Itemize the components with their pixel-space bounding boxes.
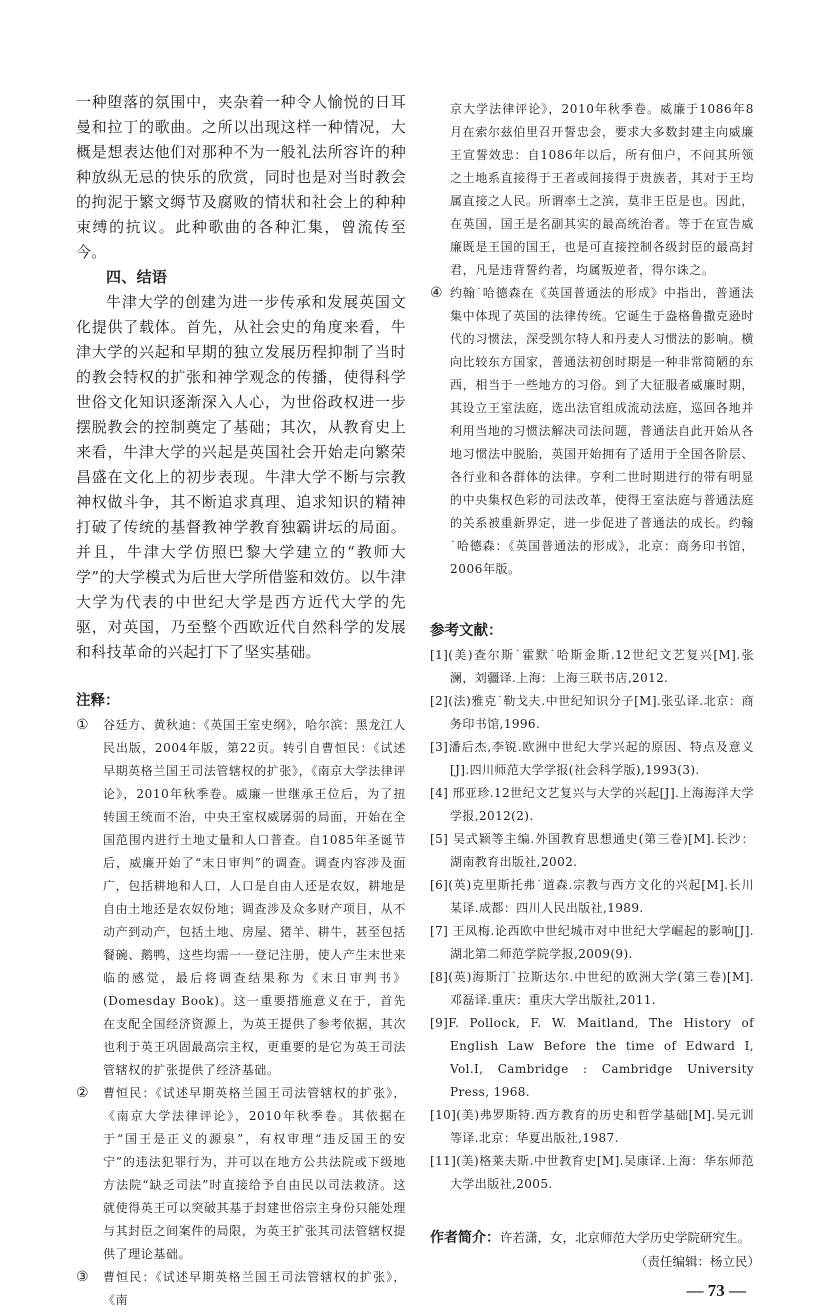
- note-number: ③: [76, 1269, 90, 1285]
- reference-item: [7] 王凤梅.论西欧中世纪城市对中世纪大学崛起的影响[J].湖北第二师范学院学报,2009(9).: [430, 924, 754, 961]
- notes-list: [76, 714, 406, 1312]
- references-list: [430, 644, 754, 1196]
- reference-item: [11](美)格莱夫斯.中世教育史[M].吴康译.上海：华东师范大学出版社,2005.: [430, 1154, 754, 1191]
- note-number: ②: [76, 1085, 90, 1101]
- reference-item: [10](美)弗罗斯特.西方教育的历史和哲学基础[M].吴元训等译.北京：华夏出版社,1987.: [430, 1108, 754, 1145]
- author-bio: [430, 1226, 754, 1250]
- left-column: [76, 90, 406, 1312]
- note-item: [76, 1082, 406, 1266]
- right-column: [430, 98, 760, 1303]
- references-title: 参考文献：: [430, 623, 503, 639]
- note-continuation: 京大学法律评论》，2010年秋季卷。威廉于1086年8月在索尔兹伯里召开誓忠会，要求大多数封建主向威廉王宣誓效忠：自1086年以后，所有佃户，不问其所领之土地系直接得于王者或间接得于贵族者，其对于王均属直接之人民。所谓率土之滨，莫非王臣是也。因此，在英国，国王是名副其实的最高统治者。等于在宣告威廉既是王国的国王，也是可直接控制各级封臣的最高封君，凡是违背誓约者，均属叛逆者，得尔诛之。: [450, 102, 754, 277]
- section-title: 四、结语: [106, 268, 168, 286]
- reference-item: [1](美)查尔斯˙霍默˙哈斯金斯.12世纪文艺复兴[M].张澜，刘疆译.上海：上海三联书店,2012.: [430, 648, 754, 685]
- note-number: ④: [430, 285, 444, 301]
- note-item: [430, 282, 754, 581]
- paragraph: 牛津大学的创建为进一步传承和发展英国文化提供了载体。首先，从社会史的角度来看，牛津大学的兴起和早期的独立发展历程抑制了当时的教会特权的扩张和神学观念的传播，使得科学世俗文化知识逐渐深入人心，为世俗政权进一步摆脱教会的控制奠定了基础；其次，从教育史上来看，牛津大学的兴起是英国社会开始走向繁荣昌盛在文化上的初步表现。牛津大学不断与宗教神权做斗争，其不断追求真理、追求知识的精神打破了传统的基督教神学教育独霸讲坛的局面。并且，牛津大学仿照巴黎大学建立的“教师大学”的大学模式为后世大学所借鉴和效仿。以牛津大学为代表的中世纪大学是西方近代大学的先驱，对英国，乃至整个西欧近代自然科学的发展和科技革命的兴起打下了坚实基础。: [76, 293, 406, 661]
- reference-item: [2](法)雅克˙勒戈夫.中世纪知识分子[M].张弘译.北京：商务印书馆,1996.: [430, 694, 754, 731]
- note-text: 曹恒民：《试述早期英格兰国王司法管辖权的扩张》，《南京大学法律评论》，2010年秋季卷。其依据在于“国王是正义的源泉”，有权审理“违反国王的安宁”的违法犯罪行为，并可以在地方公共法院或下级地方法院“缺乏司法”时直接给予自由民以司法救济。这就使得英王可以突破其基于封建世俗宗主身份只能处理与其封臣之间案件的局限，为英王扩张其司法管辖权提供了理论基础。: [103, 1086, 406, 1261]
- note-text: 谷廷方、黄秋迪：《英国王室史纲》，哈尔滨：黑龙江人民出版，2004年版，第22页。转引自曹恒民：《试述早期英格兰国王司法管辖权的扩张》，《南京大学法律评论》，2010年秋季卷。威廉一世继承王位后，为了扭转国王统而不治，中央王室权威孱弱的局面，开始在全国范围内进行土地丈量和人口普查。自1085年圣诞节后，威廉开始了“末日审判”的调查。调查内容涉及面广，包括耕地和人口，人口是自由人还是农奴，耕地是自由土地还是农奴份地；调查涉及众多财产项目，从不动产到动产，包括土地、房屋、猪羊、耕牛，甚至包括餐碗、鹅鸭，这些均需一一登记注册，使人产生末世来临的感觉，最后将调查结果称为《末日审判书》(Domesday Book)。这一重要措施意义在于，首先在支配全国经济资源上，为英王提供了参考依据，其次也利于英王巩固最高宗主权，更重要的是它为英王司法管辖权的扩张提供了经济基础。: [103, 718, 407, 1077]
- notes-title: 注释：: [76, 693, 120, 709]
- page-number: — 73 —: [686, 1281, 746, 1300]
- reference-item: [5] 吴式颖等主编.外国教育思想通史(第三卷)[M].长沙：湖南教育出版社,2002.: [430, 832, 754, 869]
- paragraph: 一种堕落的氛围中，夹杂着一种令人愉悦的日耳曼和拉丁的歌曲。之所以出现这样一种情况，大概是想表达他们对那种不为一般礼法所容许的种种放纵无忌的快乐的欣赏，同时也是对当时教会的拘泥于繁文缛节及腐败的情状和社会上的种种束缚的抗议。此种歌曲的各种汇集，曾流传至今。: [76, 93, 406, 261]
- note-item: [76, 1266, 406, 1312]
- note-text: 曹恒民：《试述早期英格兰国王司法管辖权的扩张》，《南: [103, 1270, 406, 1307]
- reference-item: [8](英)海斯汀˙拉斯达尔.中世纪的欧洲大学(第三卷)[M].邓磊译.重庆：重庆大学出版社,2011.: [430, 970, 754, 1007]
- body-text: [76, 90, 406, 665]
- author-text: 许若潇，女，北京师范大学历史学院研究生。: [500, 1230, 751, 1245]
- note-text: 约翰˙哈德森在《英国普通法的形成》中指出，普通法集中体现了英国的法律传统。它诞生于盎格鲁撒克逊时代的习惯法，深受凯尔特人和丹麦人习惯法的影响。横向比较东方国家，普通法初创时期是一种非常简陋的东西，相当于一些地方的习俗。到了大征服者威廉时期，其设立王室法庭，选出法官组成流动法庭，巡回各地并利用当地的习惯法解决司法问题，普通法自此开始从各地习惯法中脱胎，英国开始拥有了适用于全国各阶层、各行业和各群体的法律。亨利二世时期进行的带有明显的中央集权色彩的司法改革，使得王室法庭与普通法庭的关系被重新界定，进一步促进了普通法的成长。约翰˙哈德森：《英国普通法的形成》，北京：商务印书馆，2006年版。: [450, 286, 754, 576]
- reference-item: [6](英)克里斯托弗˙道森.宗教与西方文化的兴起[M].长川某译.成都：四川人民出版社,1989.: [430, 878, 754, 915]
- reference-item: [3]潘后杰,李锐.欧洲中世纪大学兴起的原因、特点及意义[J].四川师范大学学报(社会科学版),1993(3).: [430, 740, 754, 777]
- reference-item: [4] 邢亚珍.12世纪文艺复兴与大学的兴起[J].上海海洋大学学报,2012(2).: [430, 786, 754, 823]
- note-number: ①: [76, 717, 90, 733]
- author-label: 作者简介：: [430, 1230, 500, 1246]
- note-item: [76, 714, 406, 1082]
- reference-item: [9]F. Pollock, F. W. Maitland, The History of English Law Before the time of Edward I, Vol.I, Cambridge : Cambridge University Press, 1968.: [430, 1016, 754, 1099]
- responsible-editor: （责任编辑：杨立民）: [634, 1254, 760, 1269]
